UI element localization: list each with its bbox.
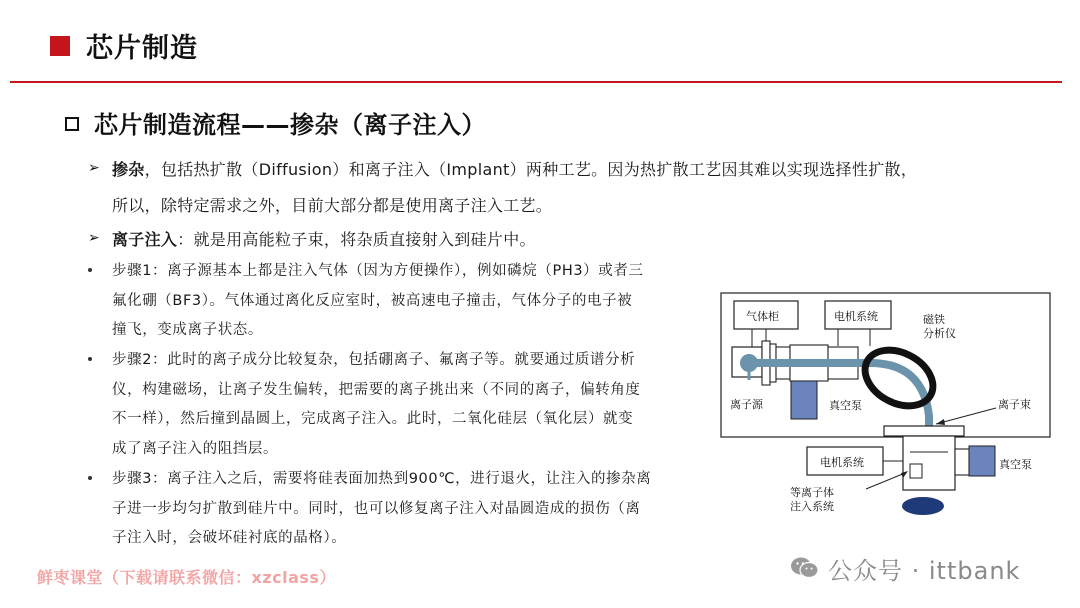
arrow-bullet-icon: ➢: [88, 160, 100, 176]
label-magnet: 磁铁: [923, 313, 945, 326]
wechat-icon: [790, 555, 820, 581]
step1-line3: 撞飞，变成离子状态。: [112, 322, 263, 338]
title-marker: [50, 36, 70, 56]
step1-line1: 步骤1：离子源基本上都是注入气体（因为方便操作），例如磷烷（PH3）或者三: [112, 263, 644, 279]
bullet-doping-line1: [112, 157, 917, 180]
bullet-implant-lead: 离子注入: [112, 230, 178, 249]
step2-line3: 不一样），然后撞到晶圆上，完成离子注入。此时，二氧化硅层（氧化层）就变: [112, 411, 634, 427]
label-plasma-line1: 等离子体: [790, 486, 834, 499]
bullet-dot-icon: [88, 476, 92, 480]
vacuum-pump-mid: [791, 381, 817, 419]
step2-line4: 成了离子注入的阻挡层。: [112, 441, 279, 457]
label-vacuum-pump-mid: 真空泵: [829, 399, 862, 412]
label-plasma-line2: 注入系统: [790, 500, 834, 513]
section-title: 芯片制造流程——掺杂（离子注入）: [94, 111, 486, 139]
watermark-right: [790, 551, 1020, 585]
label-analyzer: 分析仪: [923, 327, 956, 340]
watermark-right-text: 公众号 · ittbank: [828, 556, 1021, 585]
watermark-left: 鲜枣课堂（下载请联系微信：xzclass）: [37, 568, 336, 587]
implant-chamber: [903, 436, 955, 490]
label-ion-beam: 离子束: [998, 398, 1031, 411]
hollow-square-bullet-icon: [65, 117, 79, 131]
ion-implanter-diagram: [720, 292, 1052, 524]
step3-line2: 子进一步均匀扩散到硅片中。同时，也可以修复离子注入对晶圆造成的损伤（离: [112, 501, 641, 517]
step1-line2: 氟化硼（BF3）。气体通过离化反应室时，被高速电子撞击，气体分子的电子被: [112, 293, 633, 309]
label-gas-cabinet: 气体柜: [746, 310, 779, 323]
step3-line3: 子注入时，会破坏硅衬底的晶格）。: [112, 530, 347, 546]
title-divider: [10, 81, 1062, 83]
bullet-implant-text: ：就是用高能粒子束，将杂质直接射入到硅片中。: [177, 230, 536, 249]
step2-line2: 仪，构建磁场，让离子发生偏转，把需要的离子挑出来（不同的离子，偏转角度: [112, 382, 641, 398]
bullet-doping-lead: 掺杂: [112, 160, 145, 179]
arrow-bullet-icon: ➢: [88, 230, 100, 246]
label-motor-system-bottom: 电机系统: [820, 456, 864, 469]
label-ion-source: 离子源: [730, 398, 763, 411]
page-title: 芯片制造: [86, 33, 198, 64]
vacuum-pump-right: [969, 446, 995, 476]
step3-line1: 步骤3：离子注入之后，需要将硅表面加热到900℃，进行退火，让注入的掺杂离: [112, 471, 652, 487]
label-vacuum-pump-right: 真空泵: [999, 458, 1032, 471]
bullet-doping-line2: 所以，除特定需求之外，目前大部分都是使用离子注入工艺。: [112, 196, 553, 215]
bullet-dot-icon: [88, 357, 92, 361]
wafer: [902, 497, 944, 515]
bullet-implant-line: [112, 227, 536, 250]
step2-line1: 步骤2：此时的离子成分比较复杂，包括硼离子、氟离子等。就要通过质谱分析: [112, 352, 636, 368]
bullet-doping-text: ，包括热扩散（Diffusion）和离子注入（Implant）两种工艺。因为热扩散工艺因其难以实现选择性扩散，: [144, 160, 918, 179]
chamber-top-plate: [884, 426, 964, 436]
label-motor-system-top: 电机系统: [834, 310, 878, 323]
bullet-dot-icon: [88, 268, 92, 272]
